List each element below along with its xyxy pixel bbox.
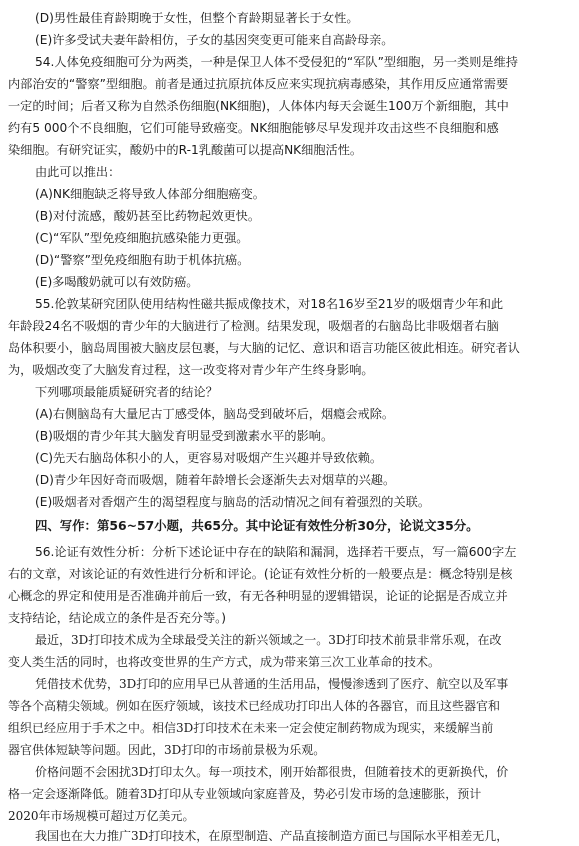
text-line: 内部治安的“警察”型细胞。前者是通过抗原抗体反应来实现抗病毒感染，其作用反应通常需要 — [8, 77, 509, 91]
text-line: 格一定会逐渐降低。随着3D打印从专业领域向家庭普及，势必引发市场的急速膨胀，预计 — [8, 787, 482, 801]
text-line: 等各个高精尖领域。例如在医疗领域，该技术已经成功打印出人体的各器官，而且这些器官和 — [8, 699, 501, 713]
text-line: (B)吸烟的青少年其大脑发育明显受到激素水平的影响。 — [35, 429, 334, 443]
text-line: 心概念的界定和使用是否准确并前后一致，有无各种明显的逻辑错误，论证的论据是否成立并 — [8, 589, 508, 603]
text-line: (E)多喝酸奶就可以有效防癌。 — [35, 275, 199, 289]
text-line: (A)右侧脑岛有大量尼古丁感受体，脑岛受到破坏后，烟瘾会戒除。 — [35, 407, 395, 421]
text-line: 下列哪项最能质疑研究者的结论？ — [35, 385, 218, 399]
text-line: 岛体积要小，脑岛周围被大脑皮层包裹，与大脑的记忆、意识和语言功能区彼此相连。研究者认 — [8, 341, 520, 355]
text-line: 组织已经应用于手术之中。相信3D打印技术在未来一定会使定制药物成为现实，来缓解当前 — [8, 721, 494, 735]
text-line: 为，吸烟改变了大脑发育过程，这一改变将对青少年产生终身影响。 — [8, 363, 374, 377]
text-line: (A)NK细胞缺乏将导致人体部分细胞癌变。 — [35, 187, 265, 201]
text-line: 染细胞。有研究证实，酸奶中的R-1乳酸菌可以提高NK细胞活性。 — [8, 143, 363, 157]
text-line: 一定的时间；后者又称为自然杀伤细胞(NK细胞)，人体体内每天会诞生100万个新细胞，其中 — [8, 99, 509, 113]
text-line: 由此可以推出： — [35, 165, 121, 179]
text-line: (E)吸烟者对香烟产生的渴望程度与脑岛的活动情况之间有着强烈的关联。 — [35, 495, 431, 509]
text-line: 我国也在大力推广3D打印技术，在原型制造、产品直接制造方面已与国际水平相差无几， — [35, 829, 509, 843]
text-line: 凭借技术优势，3D打印的应用早已从普通的生活用品，慢慢渗透到了医疗、航空以及军事 — [35, 677, 509, 691]
text-line: 支持结论，结论成立的条件是否充分等。) — [8, 611, 227, 625]
text-line: 右的文章，对该论证的有效性进行分析和评论。(论证有效性分析的一般要点是：概念特别是核 — [8, 567, 513, 581]
section-heading: 四、写作：第56~57小题，共65分。其中论证有效性分析30分，论说文35分。 — [35, 518, 479, 533]
text-line: 约有5 000个不良细胞，它们可能导致癌变。NK细胞能够尽早发现并攻击这些不良细胞和感 — [8, 121, 499, 135]
text-line: 变人类生活的同时，也将改变世界的生产方式，成为带来第三次工业革命的技术。 — [8, 655, 441, 669]
text-line: 54.人体免疫细胞可分为两类，一种是保卫人体不受侵犯的“军队”型细胞，另一类则是维持 — [35, 55, 518, 69]
text-line: (E)许多受试夫妻年龄相仿，子女的基因突变更可能来自高龄母亲。 — [35, 33, 394, 47]
text-line: (D)“警察”型免疫细胞有助于机体抗癌。 — [35, 253, 250, 267]
text-line: (B)对付流感，酸奶甚至比药物起效更快。 — [35, 209, 261, 223]
text-line: (C)先天右脑岛体积小的人，更容易对吸烟产生兴趣并导致依赖。 — [35, 451, 383, 465]
text-line: (D)男性最佳育龄期晚于女性，但整个育龄期显著长于女性。 — [35, 11, 359, 25]
text-line: 价格问题不会困扰3D打印太久。每一项技术，刚开始都很贵，但随着技术的更新换代，价 — [35, 765, 509, 779]
text-line: 最近，3D打印技术成为全球最受关注的新兴领域之一。3D打印技术前景非常乐观，在改 — [35, 633, 502, 647]
text-line: 55.伦敦某研究团队使用结构性磁共振成像技术，对18名16岁至21岁的吸烟青少年和此 — [35, 297, 504, 311]
text-line: 器官供体短缺等问题。因此，3D打印的市场前景极为乐观。 — [8, 743, 326, 757]
text-line: 56.论证有效性分析：分析下述论证中存在的缺陷和漏洞，选择若干要点，写一篇600字左 — [35, 545, 517, 559]
text-line: 年龄段24名不吸烟的青少年的大脑进行了检测。结果发现，吸烟者的右脑岛比非吸烟者右脑 — [8, 319, 499, 333]
text-line: (C)“军队”型免疫细胞抗感染能力更强。 — [35, 231, 249, 245]
text-line: 2020年市场规模可超过万亿美元。 — [8, 809, 195, 823]
text-line: (D)青少年因好奇而吸烟，随着年龄增长会逐渐失去对烟草的兴趣。 — [35, 473, 396, 487]
